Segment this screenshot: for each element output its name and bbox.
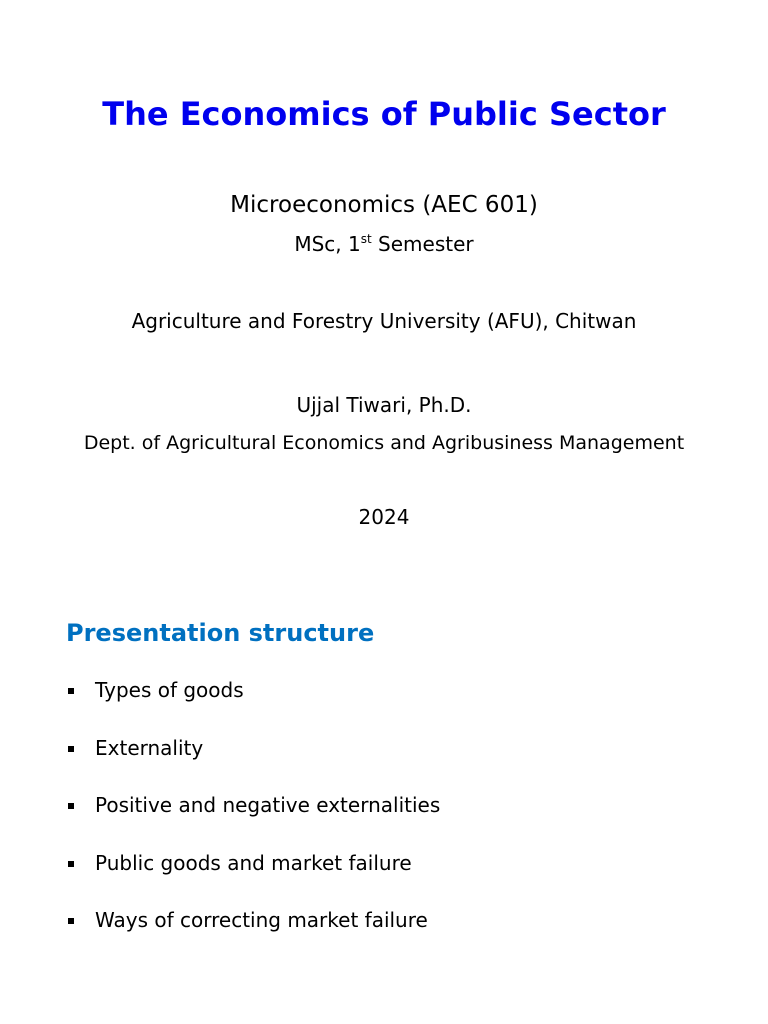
list-item-text: Public goods and market failure (95, 850, 412, 875)
department-name: Dept. of Agricultural Economics and Agribusiness Management (83, 432, 685, 454)
square-bullet-icon (68, 918, 74, 924)
list-item-text: Types of goods (95, 678, 244, 702)
square-bullet-icon (68, 803, 74, 809)
square-bullet-icon (68, 688, 74, 694)
program-semester (0, 230, 768, 258)
author-name: Ujjal Tiwari, Ph.D. (296, 393, 472, 417)
list-item-text: Positive and negative externalities (95, 793, 441, 817)
ordinal-superscript: st (360, 232, 372, 246)
university-name: Agriculture and Forestry University (AFU), Chitwan (131, 309, 637, 333)
course-name: Microeconomics (AEC 601) (230, 192, 538, 218)
year: 2024 (358, 505, 410, 529)
list-item-text: Externality (95, 735, 204, 760)
square-bullet-icon (68, 861, 74, 867)
program-suffix: Semester (371, 232, 474, 256)
program-prefix: MSc, 1 (294, 232, 361, 256)
square-bullet-icon (68, 746, 74, 752)
document-title: The Economics of Public Sector (102, 95, 666, 133)
presentation-structure-heading: Presentation structure (66, 619, 375, 647)
list-item-text: Ways of correcting market failure (95, 908, 428, 932)
